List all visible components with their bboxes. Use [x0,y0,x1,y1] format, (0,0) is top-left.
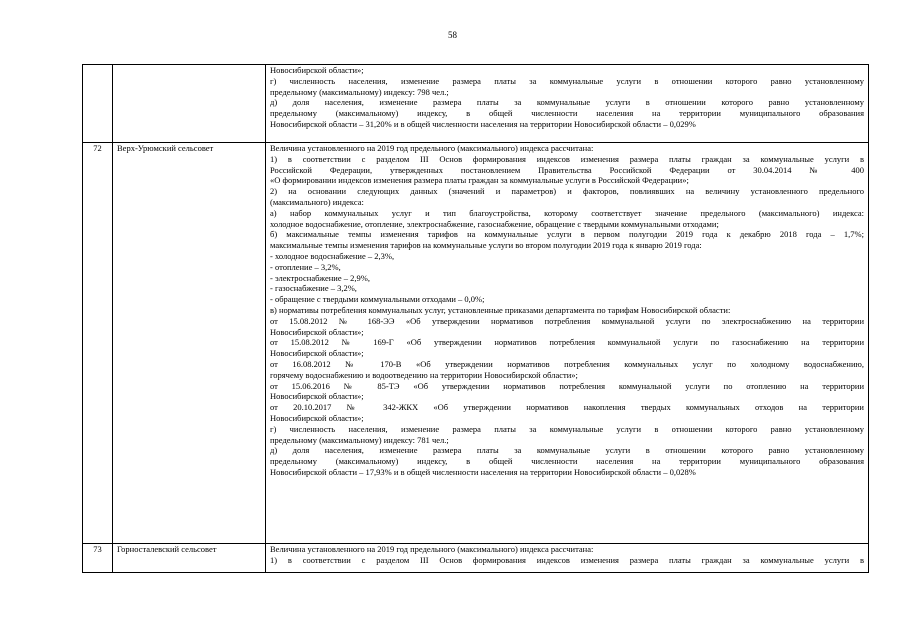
text-line: 2) на основании следующих данных (значений и параметров) и факторов, повлиявших на величину установленного предельного [270,186,864,197]
text-line: г) численность населения, изменение размера платы за коммунальные услуги в отношении которого равно установленному [270,423,864,434]
text-line: - холодное водоснабжение – 2,3%, [270,250,395,261]
text-line: б) максимальные темпы изменения тарифов на коммунальные услуги в первом полугодии 2019 года к декабрю 2018 года – 1,7%; [270,229,864,240]
text-line: 1) в соответствии с разделом III Основ формирования индексов изменения размера платы граждан за коммунальные услуги в [270,554,864,565]
text-line: предельному (максимальному) индексу: 781 чел.; [270,434,449,445]
text-line: «О формировании индексов изменения размера платы граждан за коммунальные услуги в Российской Федерации»; [270,175,689,186]
row-number: 72 [83,143,113,544]
text-line: (максимального) индекса: [270,196,364,207]
text-line: - обращение с твердыми коммунальными отходами – 0,0%; [270,294,485,305]
text-line: Новосибирской области»; [270,391,364,402]
row-description [266,544,869,573]
text-line: д) доля населения, изменение размера платы за коммунальные услуги в отношении которого равно установленному [270,445,864,456]
text-line: а) набор коммунальных услуг и тип благоустройства, которому соответствует значение предельного (максимального) индекса: [270,207,864,218]
text-line: д) доля населения, изменение размера платы за коммунальные услуги в отношении которого равно установленному [270,97,864,108]
text-line: Новосибирской области – 17,93% и в общей численности населения на территории Новосибирской области – 0,028% [270,466,696,477]
row-number: 73 [83,544,113,573]
text-line: - отопление – 3,2%, [270,261,341,272]
text-line: г) численность населения, изменение размера платы за коммунальные услуги в отношении которого равно установленному [270,75,864,86]
page-number: 58 [448,30,457,40]
text-line: от 15.08.2012 № 169-Г «Об утверждении нормативов потребления коммунальной услуги по газоснабжению на территории [270,337,864,348]
text-line: от 16.08.2012 № 170-В «Об утверждении нормативов потребления коммунальных услуг по холодному водоснабжению, [270,358,864,369]
text-line: от 15.06.2016 № 85-ТЭ «Об утверждении нормативов потребления коммунальной услуги по отоплению на территории [270,380,864,391]
table-row-continuation [83,65,869,143]
text-line: Новосибирской области»; [270,65,364,75]
text-line: от 15.08.2012 № 168-ЭЭ «Об утверждении нормативов потребления коммунальной услуги по электроснабжению на территории [270,315,864,326]
text-line: предельному (максимальному) индексу, в общей численности населения на территории муниципального образования [270,456,864,467]
text-line: - газоснабжение – 3,2%, [270,283,357,294]
text-line: максимальные темпы изменения тарифов на коммунальные услуги во втором полугодии 2019 года к январю 2019 года: [270,240,702,251]
row-description [266,65,869,143]
text-line: Новосибирской области»; [270,326,364,337]
text-line: предельному (максимальному) индексу, в общей численности населения на территории муниципального образования [270,108,864,119]
text-line: от 20.10.2017 № 342-ЖКХ «Об утверждении нормативов накопления твердых коммунальных отходов на территории [270,402,864,413]
text-line: Величина установленного на 2019 год предельного (максимального) индекса рассчитана: [270,143,594,153]
row-number [83,65,113,143]
document-table [82,64,869,573]
municipality-name [113,65,266,143]
text-line: - электроснабжение – 2,9%, [270,272,370,283]
row-description [266,143,869,544]
text-line: холодное водоснабжение, отопление, электроснабжение, газоснабжение, обращение с твердыми коммунальными отходами; [270,218,719,229]
text-line: Новосибирской области»; [270,412,364,423]
text-line: Российской Федерации, утвержденных постановлением Правительства Российской Федерации от 30.04.2014 № 400 [270,164,864,175]
text-line: Новосибирской области – 31,20% и в общей численности населения на территории Новосибирской области – 0,029% [270,118,696,129]
table-row-73 [83,544,869,573]
text-line: в) нормативы потребления коммунальных услуг, установленные приказами департамента по тарифам Новосибирской области: [270,304,731,315]
text-line: 1) в соответствии с разделом III Основ формирования индексов изменения размера платы граждан за коммунальные услуги в [270,153,864,164]
text-line: Новосибирской области»; [270,348,364,359]
text-line: горячему водоснабжению и водоотведению на территории Новосибирской области»; [270,369,578,380]
table-row-72 [83,143,869,544]
text-line: предельному (максимальному) индексу: 798 чел.; [270,86,449,97]
municipality-name: Верх-Урюмский сельсовет [113,143,266,544]
municipality-name: Горносталевский сельсовет [113,544,266,573]
text-line: Величина установленного на 2019 год предельного (максимального) индекса рассчитана: [270,544,594,554]
